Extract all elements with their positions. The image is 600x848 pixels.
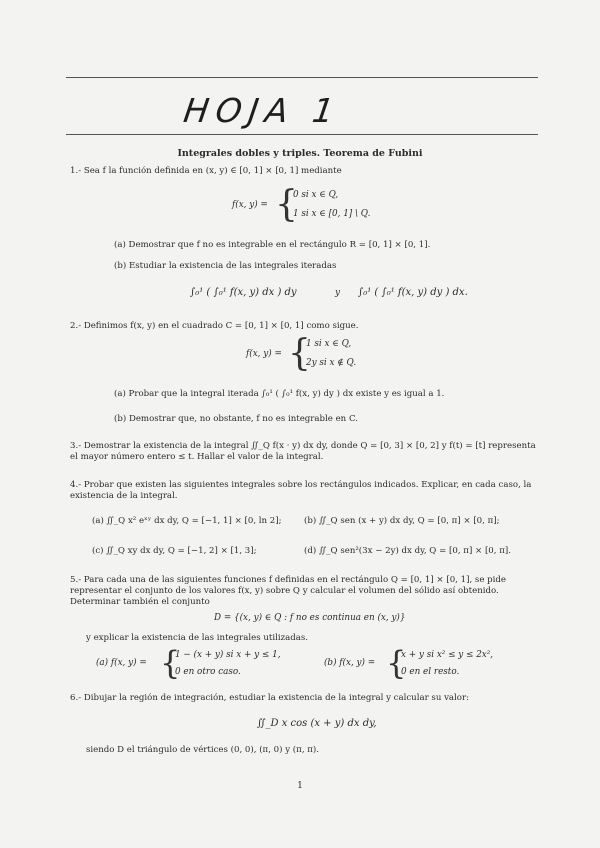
problem-1-part-b: (b) Estudiar la existencia de las integrales iteradas <box>114 261 337 271</box>
handwritten-title: HOJA 1 <box>181 91 344 130</box>
problem-2-case-1: 1 si x ∈ Q, <box>306 339 352 349</box>
problem-1-case-1: 0 si x ∈ Q, <box>293 190 339 200</box>
problem-1-separator: y <box>335 288 340 298</box>
problem-5-a-case-2: 0 en otro caso. <box>175 667 241 677</box>
page-number: 1 <box>297 781 303 791</box>
problem-5-set: D = {(x, y) ∈ Q : f no es continua en (x, y)} <box>214 613 406 623</box>
title-rule <box>66 134 538 135</box>
problem-6-text: 6.- Dibujar la región de integración, estudiar la existencia de la integral y calcular su valor: <box>70 693 469 703</box>
problem-1-intro: 1.- Sea f la función definida en (x, y) ∈ [0, 1] × [0, 1] mediante <box>70 166 342 176</box>
problem-1-case-2: 1 si x ∈ [0, 1] \ Q. <box>293 209 371 219</box>
problem-4-text: 4.- Probar que existen las siguientes integrales sobre los rectángulos indicados. Explicar, en cada caso, la existencia de la integral. <box>70 480 532 501</box>
problem-4-a: (a) ∬_Q x² eˣʸ dx dy, Q = [−1, 1] × [0, ln 2]; <box>92 516 282 526</box>
problem-5-b-case-1: x + y si x² ≤ y ≤ 2x², <box>401 650 494 660</box>
problem-2-part-a: (a) Probar que la integral iterada ∫₀¹ ( ∫₀¹ f(x, y) dy ) dx existe y es igual a 1. <box>114 389 445 399</box>
problem-5-text: 5.- Para cada una de las siguientes funciones f definidas en el rectángulo Q = [0, 1] × [0, 1], se pide representar el conjunto de los valores f(x, y) sobre Q y calcular el volumen del sólido así obtenido. Determinar también el conjunto <box>70 575 506 607</box>
problem-6-integral: ∬_D x cos (x + y) dx dy, <box>257 718 377 729</box>
problem-5-a-brace: { <box>160 644 181 682</box>
problem-5-b-brace: { <box>386 644 407 682</box>
problem-2-intro: 2.- Definimos f(x, y) en el cuadrado C = [0, 1] × [0, 1] como sigue. <box>70 321 359 331</box>
problem-4-b: (b) ∬_Q sen (x + y) dx dy, Q = [0, π] × [0, π]; <box>304 516 500 526</box>
problem-3-text: 3.- Demostrar la existencia de la integral ∬_Q f(x · y) dx dy, donde Q = [0, 3] × [0, 2] y f(t) = [t] representa el mayor número entero ≤ t. Hallar el valor de la integral. <box>70 441 536 462</box>
problem-2-part-b: (b) Demostrar que, no obstante, f no es integrable en C. <box>114 414 358 424</box>
problem-1-iterated-2: ∫₀¹ ( ∫₀¹ f(x, y) dy ) dx. <box>358 287 468 298</box>
problem-2-brace: { <box>288 333 311 374</box>
problem-6-note: siendo D el triángulo de vértices (0, 0), (π, 0) y (π, π). <box>86 745 320 755</box>
sheet-subtitle: Integrales dobles y triples. Teorema de Fubini <box>177 148 423 159</box>
problem-5-b-case-2: 0 en el resto. <box>401 667 460 677</box>
problem-5-explain: y explicar la existencia de las integrales utilizadas. <box>86 633 308 643</box>
problem-1-lhs: f(x, y) = <box>232 200 268 210</box>
problem-4-d: (d) ∬_Q sen²(3x − 2y) dx dy, Q = [0, π] × [0, π]. <box>304 546 511 556</box>
problem-4-c: (c) ∬_Q xy dx dy, Q = [−1, 2] × [1, 3]; <box>92 546 257 556</box>
problem-5-a-lhs: (a) f(x, y) = <box>96 658 147 668</box>
problem-2-lhs: f(x, y) = <box>246 349 282 359</box>
problem-5-a-case-1: 1 − (x + y) si x + y ≤ 1, <box>175 650 281 660</box>
problem-1-iterated-1: ∫₀¹ ( ∫₀¹ f(x, y) dx ) dy <box>190 287 297 298</box>
top-rule <box>66 77 538 78</box>
problem-1-part-a: (a) Demostrar que f no es integrable en el rectángulo R = [0, 1] × [0, 1]. <box>114 240 431 250</box>
problem-1-brace: { <box>275 184 298 225</box>
problem-5-b-lhs: (b) f(x, y) = <box>324 658 376 668</box>
problem-2-case-2: 2y si x ∉ Q. <box>306 358 357 368</box>
